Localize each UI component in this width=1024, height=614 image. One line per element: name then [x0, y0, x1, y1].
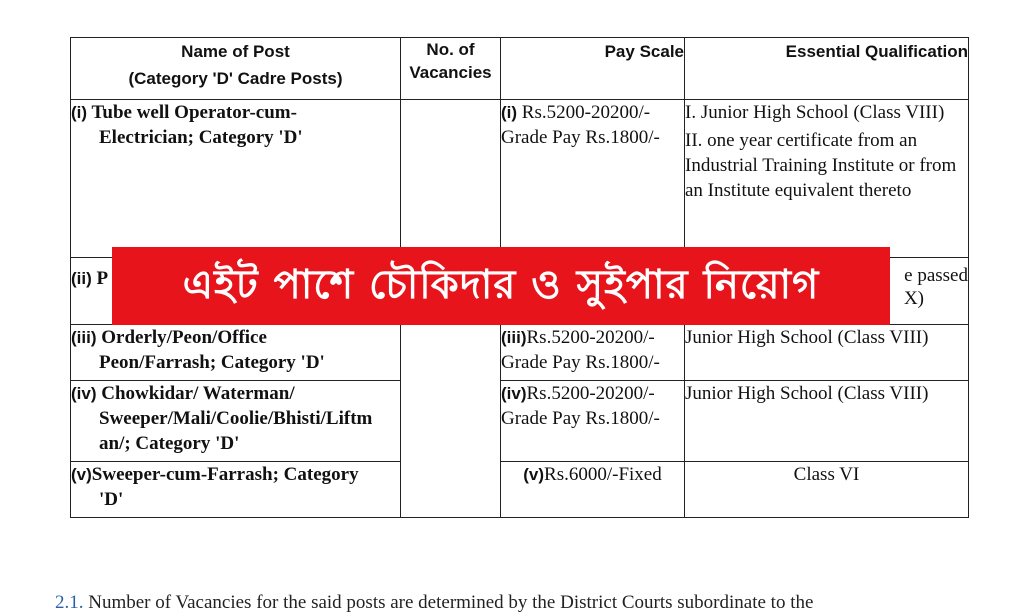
header-vacancies [401, 38, 501, 100]
qualification-cell [685, 100, 969, 258]
pay-number: (iii) [501, 328, 527, 347]
post-line1: Tube well Operator-cum- [91, 102, 297, 123]
pay-line1: Rs.5200-20200/- [526, 327, 655, 348]
header-name-line1: Name of Post [181, 42, 290, 61]
table-row [71, 381, 969, 462]
header-name-line2: (Category 'D' Cadre Posts) [128, 69, 343, 88]
footnote-paragraph [55, 592, 1015, 614]
post-number: (i) [71, 103, 88, 122]
post-line1: P [96, 268, 109, 289]
header-vacancies-line2: Vacancies [409, 63, 492, 82]
pay-cell [501, 381, 685, 462]
pay-line1: Rs.6000/-Fixed [544, 464, 662, 485]
qualification-item-2: X) [903, 288, 924, 309]
post-line2: Electrician; Category 'D' [99, 127, 303, 148]
bengali-headline-banner [112, 247, 890, 325]
post-line1: Chowkidar/ Waterman/ [101, 383, 295, 404]
pay-line2: Grade Pay Rs.1800/- [501, 127, 660, 148]
pay-line1: Rs.5200-20200/- [521, 102, 651, 123]
post-line2: Peon/Farrash; Category 'D' [99, 352, 325, 373]
post-line3: an/; Category 'D' [99, 433, 240, 454]
post-cell [71, 100, 401, 258]
qualification-cell [685, 325, 969, 381]
pay-line2: Grade Pay Rs.1800/- [501, 352, 660, 373]
post-line1: Orderly/Peon/Office [101, 327, 267, 348]
header-pay-scale: Pay Scale [501, 38, 685, 100]
qualification-item-1: Class VI [793, 464, 860, 485]
header-vacancies-line1: No. of [426, 40, 475, 59]
pay-number: (v) [523, 465, 545, 484]
pay-number: (iv) [501, 384, 527, 403]
table-row [71, 462, 969, 518]
header-name-of-post [71, 38, 401, 100]
table-row [71, 100, 969, 258]
table-header-row [71, 38, 969, 100]
header-qualification: Essential Qualification [685, 38, 969, 100]
pay-line1: Rs.5200-20200/- [526, 383, 655, 404]
post-line1: Sweeper-cum-Farrash; Category [91, 464, 359, 485]
pay-cell [501, 100, 685, 258]
qualification-cell [685, 381, 969, 462]
post-number: (ii) [71, 269, 92, 288]
qualification-cell [685, 462, 969, 518]
post-cell [71, 325, 401, 381]
pay-cell [501, 325, 685, 381]
table-row [71, 325, 969, 381]
pay-line2: Grade Pay Rs.1800/- [501, 408, 660, 429]
qualification-item-1: e passed [904, 265, 968, 286]
post-cell [71, 381, 401, 462]
banner-text: এইট পাশে চৌকিদার ও সুইপার নিয়োগ [182, 261, 820, 308]
post-number: (iii) [71, 328, 97, 347]
post-line2: 'D' [99, 489, 124, 510]
pay-number: (i) [501, 103, 518, 122]
qualification-item-1: Junior High School (Class VIII) [685, 327, 929, 348]
section-number: 2.1. [55, 592, 84, 613]
footnote-text: Number of Vacancies for the said posts are determined by the District Courts subordinate to the [88, 592, 814, 613]
qualification-item-1: Junior High School (Class VIII) [685, 383, 929, 404]
post-cell [71, 462, 401, 518]
post-number: (v) [71, 465, 92, 484]
pay-cell [501, 462, 685, 518]
post-number: (iv) [71, 384, 97, 403]
post-line2: Sweeper/Mali/Coolie/Bhisti/Liftm [99, 408, 373, 429]
qualification-item-1: I. Junior High School (Class VIII) [685, 102, 945, 123]
qualification-item-2: II. one year certificate from an Industrial Training Institute or from an Institute equivalent thereto [685, 130, 957, 201]
